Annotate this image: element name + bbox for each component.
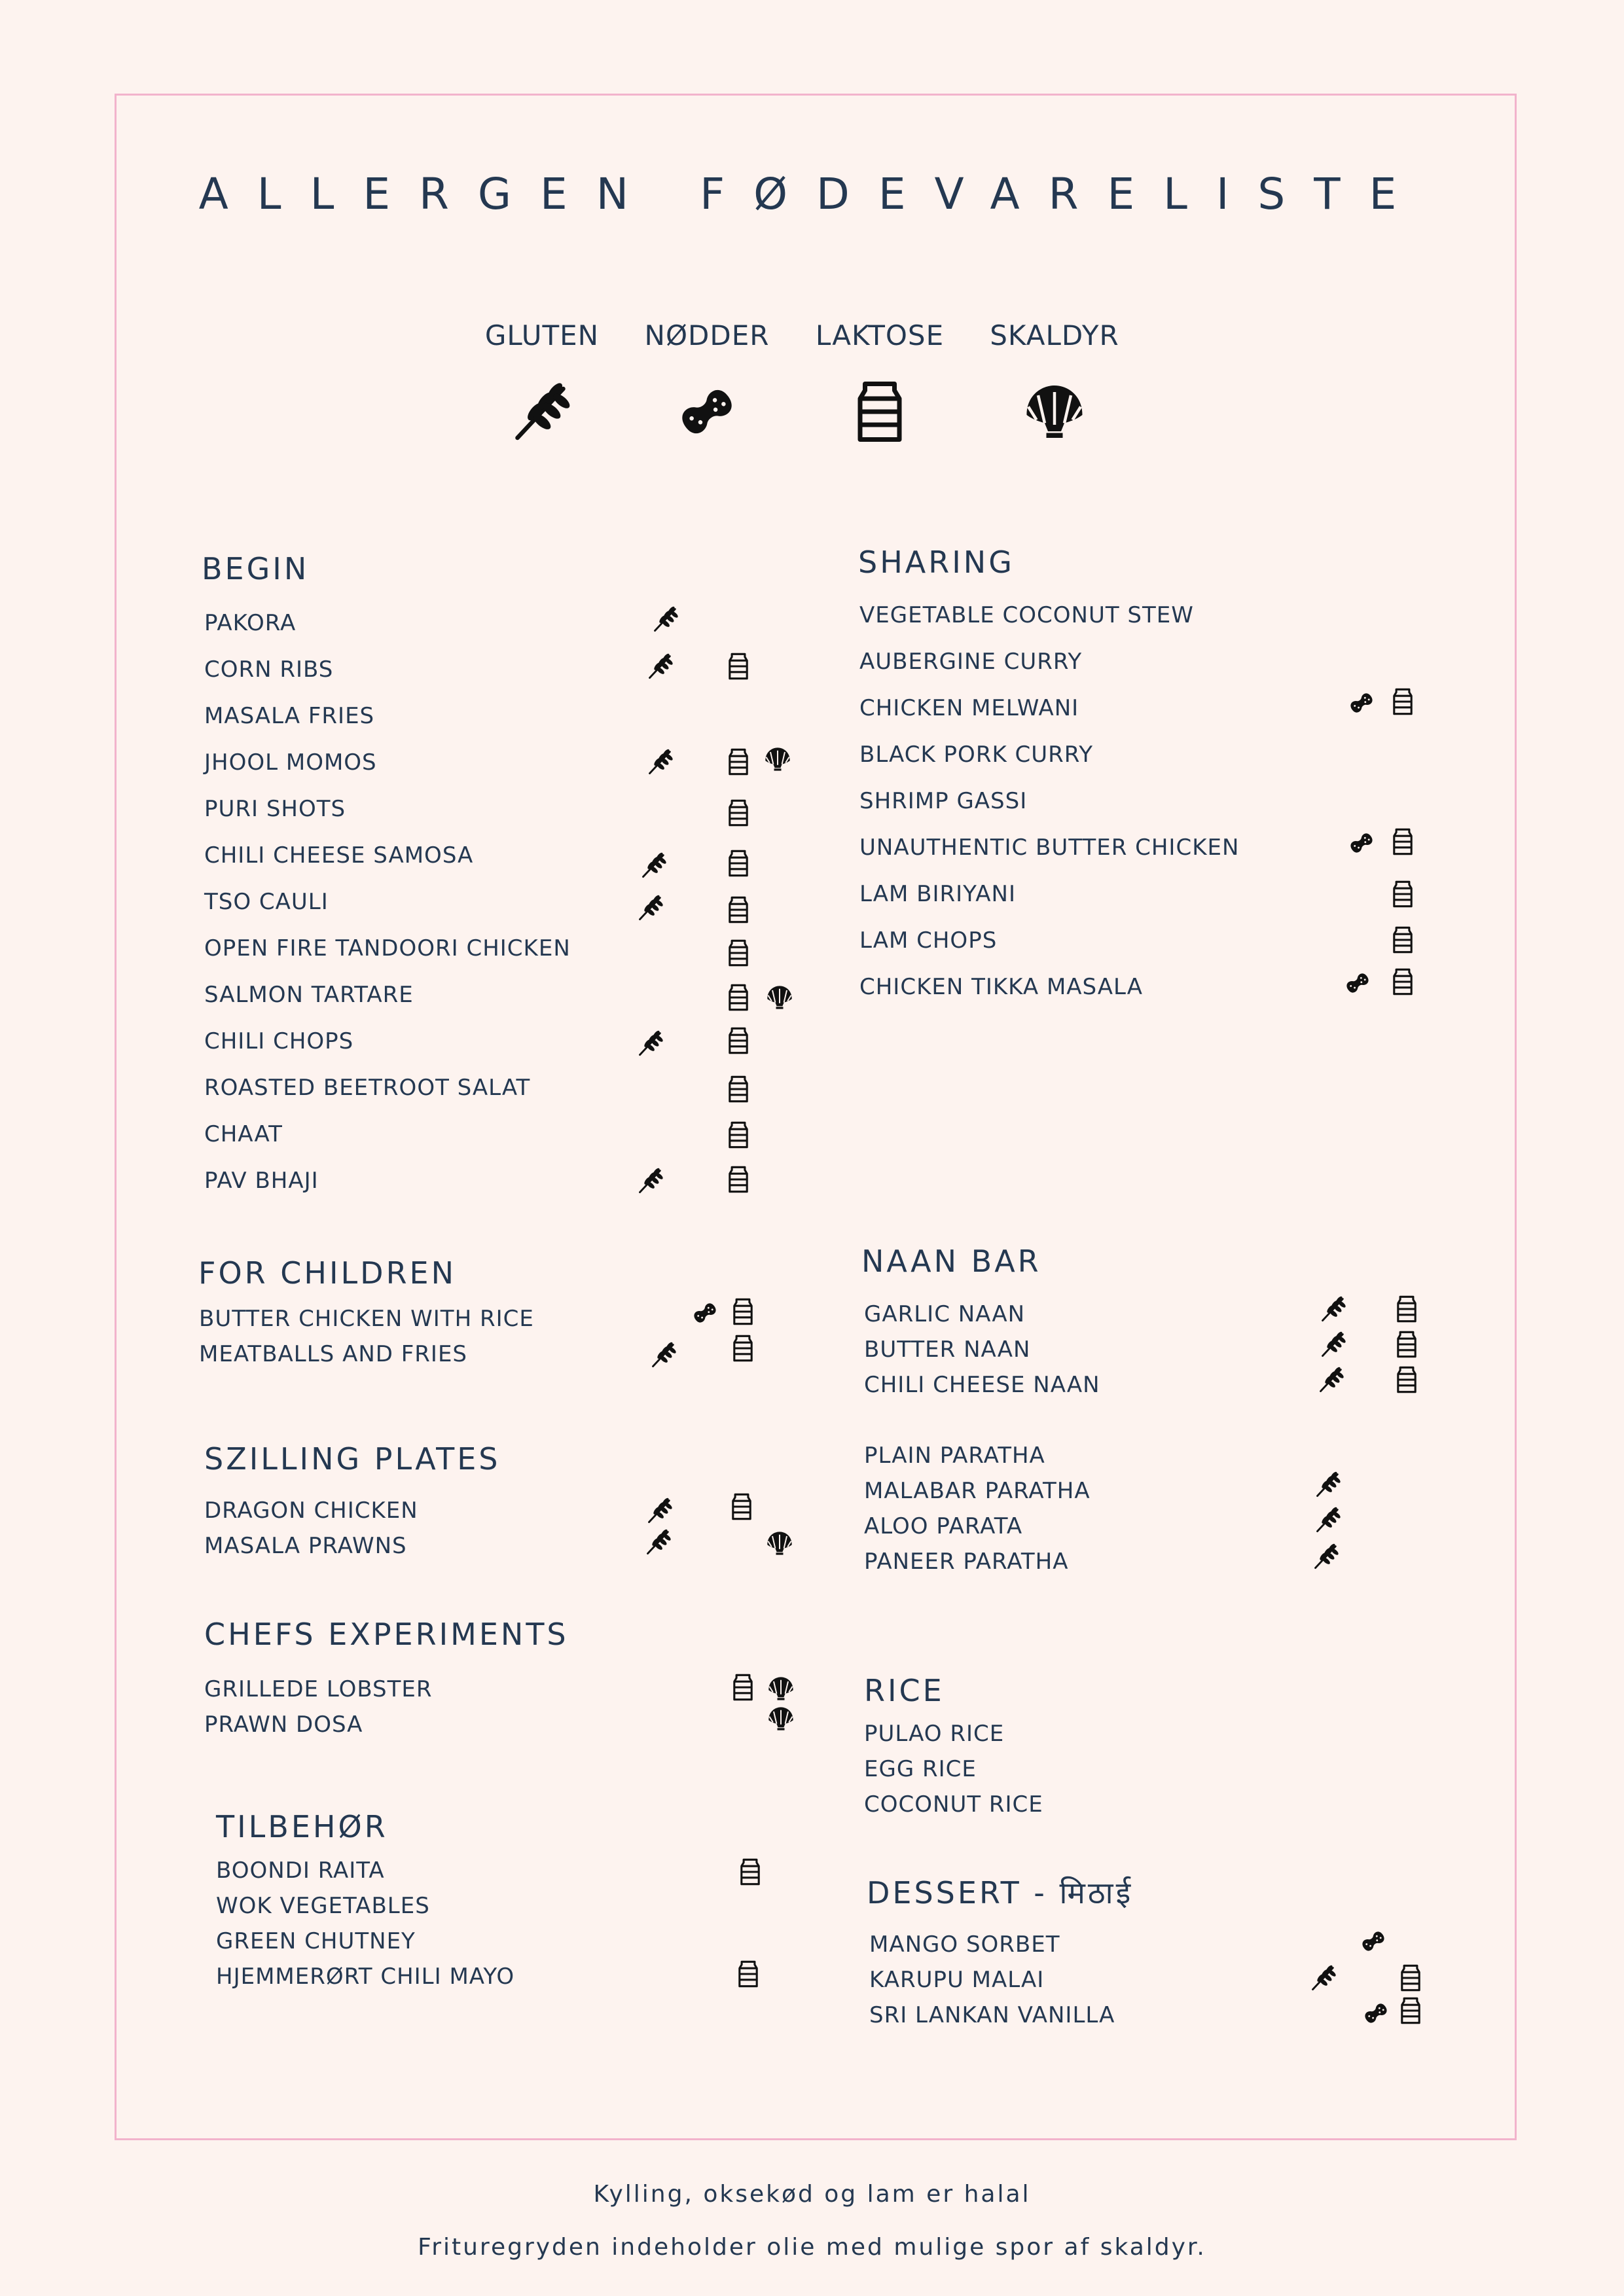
legend-gluten [457,319,627,447]
menu-item: KARUPU MALAI [869,1967,1045,1993]
menu-item: BUTTER CHICKEN WITH RICE [199,1306,534,1332]
menu-item: LAM BIRIYANI [859,881,1016,907]
wheat-icon [1314,1505,1343,1534]
milk-carton-icon [736,1857,765,1886]
legend-label: SKALDYR [990,319,1119,351]
menu-item: UNAUTHENTIC BUTTER CHICKEN [859,834,1240,861]
milk-carton-icon [1388,827,1417,856]
section-title-rice: RICE [864,1673,945,1708]
legend-nuts [622,319,792,447]
peanut-icon [1347,689,1376,717]
menu-item: AUBERGINE CURRY [859,649,1083,675]
peanut-icon [691,1299,719,1327]
wheat-icon [640,851,668,880]
milk-carton-icon [847,379,912,444]
legend-lactose [795,319,965,447]
shell-icon [765,1529,794,1558]
menu-item: EGG RICE [864,1756,977,1782]
wheat-icon [1319,1295,1348,1323]
menu-item: ROASTED BEETROOT SALAT [204,1075,531,1101]
milk-carton-icon [724,895,753,924]
menu-item: MALABAR PARATHA [864,1478,1091,1504]
wheat-icon [1317,1365,1346,1394]
milk-carton-icon [1388,967,1417,996]
milk-carton-icon [724,939,753,967]
wheat-icon [636,1029,665,1058]
menu-item: MANGO SORBET [869,1931,1060,1958]
section-title-szilling-plates: SZILLING PLATES [204,1441,501,1477]
milk-carton-icon [1396,1964,1425,1992]
wheat-icon [646,747,675,776]
menu-item: PRAWN DOSA [204,1712,363,1738]
shell-icon [767,1674,795,1703]
milk-carton-icon [724,1075,753,1103]
milk-carton-icon [734,1960,763,1988]
milk-carton-icon [1388,880,1417,908]
milk-carton-icon [724,1026,753,1055]
milk-carton-icon [724,983,753,1012]
menu-item: CORN RIBS [204,656,334,683]
page-title: ALLERGEN FØDEVARELISTE [198,169,1426,219]
section-title-for-children: FOR CHILDREN [198,1255,457,1291]
wheat-icon [636,1166,665,1195]
section-title-chefs-experiments: CHEFS EXPERIMENTS [204,1617,569,1652]
menu-item: CHICKEN TIKKA MASALA [859,974,1143,1000]
wheat-icon [1314,1470,1343,1499]
shell-icon [763,745,792,774]
milk-carton-icon [727,1492,756,1521]
section-title-begin: BEGIN [202,551,310,586]
menu-item: HJEMMERØRT CHILI MAYO [216,1964,515,1990]
menu-item: WOK VEGETABLES [216,1893,430,1919]
menu-item: DRAGON CHICKEN [204,1498,418,1524]
peanut-icon [1347,829,1376,857]
shell-icon [765,983,794,1012]
milk-carton-icon [724,849,753,878]
wheat-icon [1312,1542,1341,1571]
footer-halal-note: Kylling, oksekød og lam er halal [593,2181,1031,2208]
wheat-icon [509,379,575,444]
menu-item: CHILI CHEESE NAAN [864,1372,1100,1398]
section-title-naan-bar: NAAN BAR [861,1244,1041,1279]
wheat-icon [636,893,665,922]
wheat-icon [1319,1330,1348,1359]
menu-item: CHAAT [204,1121,283,1147]
menu-item: PULAO RICE [864,1721,1005,1747]
peanut-icon [1359,1927,1388,1956]
section-title-sharing: SHARING [858,545,1015,580]
footer-fryer-note: Frituregryden indeholder olie med mulige spor af skaldyr. [418,2234,1206,2261]
wheat-icon [1309,1964,1338,1992]
wheat-icon [644,1528,673,1556]
wheat-icon [649,1340,678,1369]
legend-shellfish [969,319,1140,447]
milk-carton-icon [729,1673,757,1702]
milk-carton-icon [729,1297,757,1326]
menu-item: GRILLEDE LOBSTER [204,1676,433,1702]
milk-carton-icon [1392,1330,1421,1359]
menu-item: LAM CHOPS [859,927,998,954]
wheat-icon [651,605,680,634]
shell-icon [1022,379,1087,444]
menu-item: PLAIN PARATHA [864,1443,1045,1469]
menu-item: GARLIC NAAN [864,1301,1026,1327]
menu-item: MASALA PRAWNS [204,1533,407,1559]
milk-carton-icon [1392,1365,1421,1394]
wheat-icon [645,1496,674,1525]
peanut-icon [674,379,740,444]
menu-item: PANEER PARATHA [864,1549,1069,1575]
menu-item: MEATBALLS AND FRIES [199,1341,468,1367]
menu-item: SRI LANKAN VANILLA [869,2002,1115,2028]
milk-carton-icon [724,652,753,681]
milk-carton-icon [724,1165,753,1194]
milk-carton-icon [729,1334,757,1363]
legend-label: NØDDER [644,319,770,351]
menu-item: ALOO PARATA [864,1513,1023,1539]
menu-item: OPEN FIRE TANDOORI CHICKEN [204,935,571,961]
section-title-tilbehor: TILBEHØR [216,1809,388,1844]
menu-item: TSO CAULI [204,889,329,915]
menu-item: BUTTER NAAN [864,1336,1031,1363]
menu-item: SHRIMP GASSI [859,788,1028,814]
menu-item: SALMON TARTARE [204,982,414,1008]
milk-carton-icon [1396,1996,1425,2025]
menu-item: PURI SHOTS [204,796,346,822]
menu-item: VEGETABLE COCONUT STEW [859,602,1194,628]
menu-item: MASALA FRIES [204,703,375,729]
peanut-icon [1343,969,1372,997]
wheat-icon [646,652,675,681]
menu-item: PAV BHAJI [204,1168,319,1194]
menu-item: CHILI CHEESE SAMOSA [204,842,474,869]
peanut-icon [1362,1999,1390,2028]
menu-item: CHICKEN MELWANI [859,695,1079,721]
milk-carton-icon [724,747,753,776]
milk-carton-icon [724,798,753,827]
shell-icon [767,1704,795,1733]
menu-item: BLACK PORK CURRY [859,742,1094,768]
milk-carton-icon [1392,1295,1421,1323]
section-title-dessert: DESSERT - मिठाई [867,1875,1134,1910]
milk-carton-icon [1388,687,1417,716]
legend-label: LAKTOSE [815,319,945,351]
legend-label: GLUTEN [484,319,600,351]
menu-item: COCONUT RICE [864,1791,1043,1818]
menu-item: BOONDI RAITA [216,1857,385,1884]
milk-carton-icon [724,1121,753,1149]
menu-item: CHILI CHOPS [204,1028,354,1054]
milk-carton-icon [1388,925,1417,954]
menu-item: JHOOL MOMOS [204,749,377,776]
menu-item: GREEN CHUTNEY [216,1928,416,1954]
menu-item: PAKORA [204,610,297,636]
